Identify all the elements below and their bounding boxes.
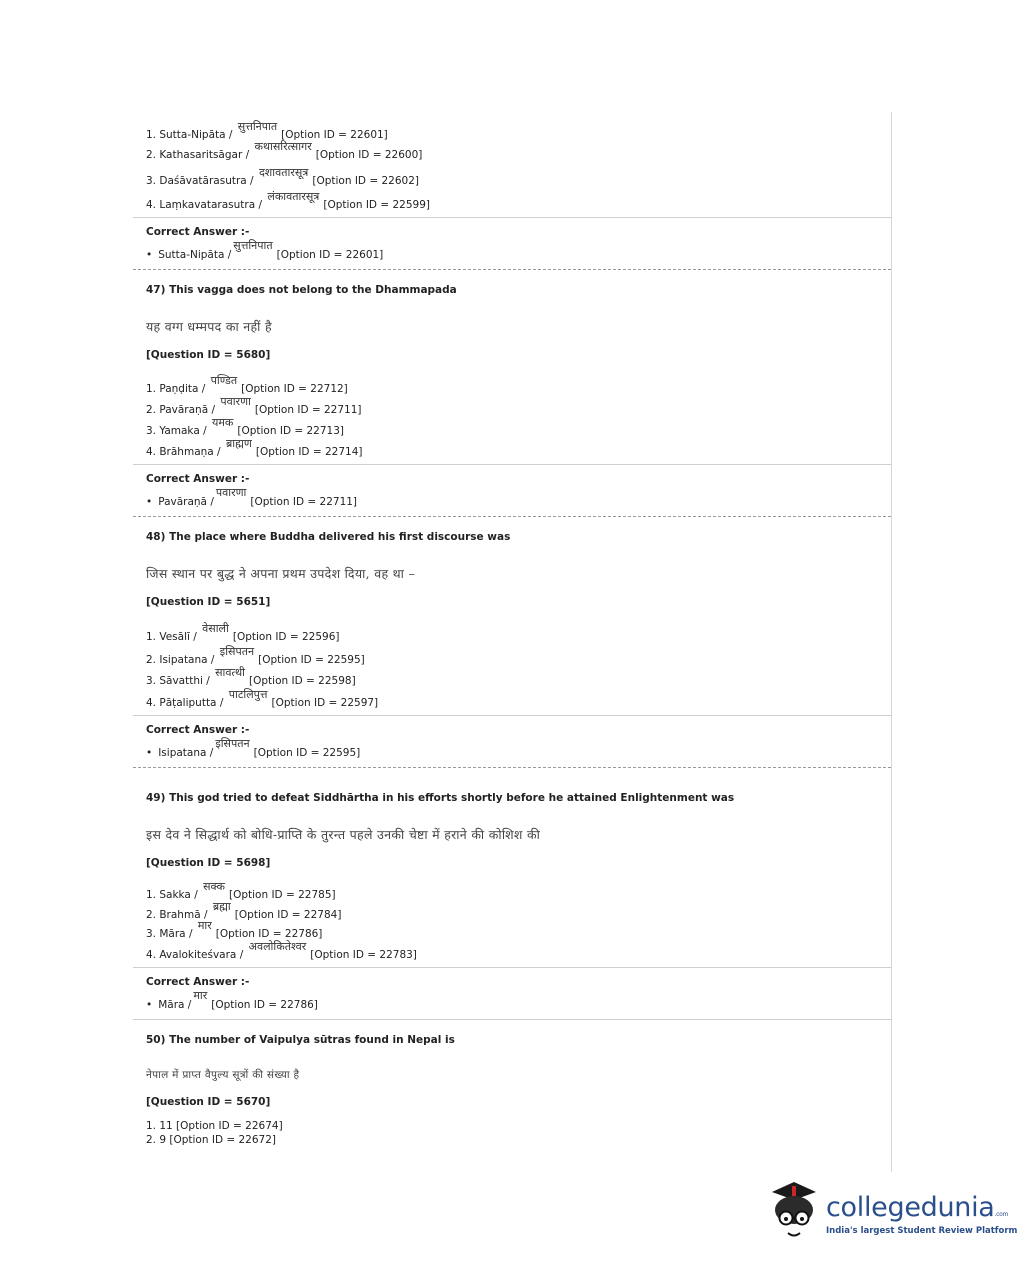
question-hindi: जिस स्थान पर बुद्ध ने अपना प्रथम उपदेश दिया, वह था –: [146, 566, 416, 581]
option: 4. Pāṭaliputta / पाटलिपुत्त [Option ID = 22597]: [146, 688, 379, 709]
option: 2. Pavāraṇā / पवारणा [Option ID = 22711]: [146, 395, 362, 416]
correct-answer-title: Correct Answer :-: [146, 724, 250, 736]
option: 1. Paṇḍita / पण्डित [Option ID = 22712]: [146, 374, 348, 395]
correct-answer-title: Correct Answer :-: [146, 473, 250, 485]
question-id: [Question ID = 5670]: [146, 1096, 271, 1108]
option: 2. 9 [Option ID = 22672]: [146, 1134, 277, 1146]
option: 1. 11 [Option ID = 22674]: [146, 1120, 283, 1132]
correct-answer: [133, 967, 891, 1019]
option: 3. Yamaka / यमक [Option ID = 22713]: [146, 416, 345, 437]
option: 1. Sakka / सक्क [Option ID = 22785]: [146, 880, 336, 901]
correct-answer-value: • Pavāraṇā / पवारणा [Option ID = 22711]: [146, 486, 358, 508]
option: 4. Brāhmaṇa / ब्राह्मण [Option ID = 22714]: [146, 437, 363, 458]
correct-answer: [133, 715, 891, 767]
q48-options: [133, 608, 891, 715]
question-title: 50) The number of Vaipulya sūtras found in Nepal is: [146, 1034, 455, 1046]
question-hindi: यह वग्ग धम्मपद का नहीं है: [146, 319, 272, 334]
q49-options: [133, 869, 891, 967]
correct-answer-value: • Sutta-Nipāta / सुत्तनिपात [Option ID = 22601]: [146, 239, 384, 261]
collegedunia-logo: [766, 1178, 1018, 1248]
exam-document: [133, 112, 892, 1172]
question-id: [Question ID = 5698]: [146, 857, 271, 869]
logo-wordmark: collegedunia.com: [826, 1192, 1009, 1223]
correct-answer-value: • Māra / मार [Option ID = 22786]: [146, 989, 318, 1011]
question-title: 49) This god tried to defeat Siddhārtha in his efforts shortly before he attained Enlightenment was: [146, 792, 735, 804]
q50-options: [133, 1108, 891, 1152]
q46-options: [133, 112, 891, 217]
option: 2. Kathasaritsāgar / कथासरित्सागर [Option ID = 22600]: [146, 140, 423, 161]
question-id: [Question ID = 5680]: [146, 349, 271, 361]
logo-tagline: India's largest Student Review Platform: [826, 1226, 1018, 1236]
option: 3. Daśāvatārasutra / दशावतारसूत्र [Option ID = 22602]: [146, 166, 419, 187]
option: 2. Brahmā / ब्रह्मा [Option ID = 22784]: [146, 900, 342, 921]
correct-answer-title: Correct Answer :-: [146, 226, 250, 238]
correct-answer-title: Correct Answer :-: [146, 976, 250, 988]
option: 1. Sutta-Nipāta / सुत्तनिपात [Option ID = 22601]: [146, 120, 388, 141]
question-title: 48) The place where Buddha delivered his first discourse was: [146, 531, 511, 543]
option: 3. Sāvatthi / सावत्थी [Option ID = 22598]: [146, 666, 356, 687]
mascot-icon: [766, 1178, 826, 1248]
question-hindi: नेपाल में प्राप्त वैपुल्य सूत्रों की संख्या है: [146, 1069, 300, 1081]
option: 1. Vesālī / वेसाली [Option ID = 22596]: [146, 622, 340, 643]
question-id: [Question ID = 5651]: [146, 596, 271, 608]
option: 4. Laṃkavatarasutra / लंकावतारसूत्र [Option ID = 22599]: [146, 190, 430, 211]
question-hindi: इस देव ने सिद्धार्थ को बोधि-प्राप्ति के तुरन्त पहले उनकी चेष्टा में हराने की कोशिश की: [146, 827, 541, 842]
correct-answer: [133, 464, 891, 516]
option: 3. Māra / मार [Option ID = 22786]: [146, 919, 323, 940]
q47-options: [133, 361, 891, 464]
option: 2. Isipatana / इसिपतन [Option ID = 22595]: [146, 645, 365, 666]
correct-answer-value: • Isipatana / इसिपतन [Option ID = 22595]: [146, 737, 361, 759]
correct-answer: [133, 217, 891, 269]
question-title: 47) This vagga does not belong to the Dhammapada: [146, 284, 457, 296]
option: 4. Avalokiteśvara / अवलोकितेश्वर [Option ID = 22783]: [146, 940, 417, 961]
